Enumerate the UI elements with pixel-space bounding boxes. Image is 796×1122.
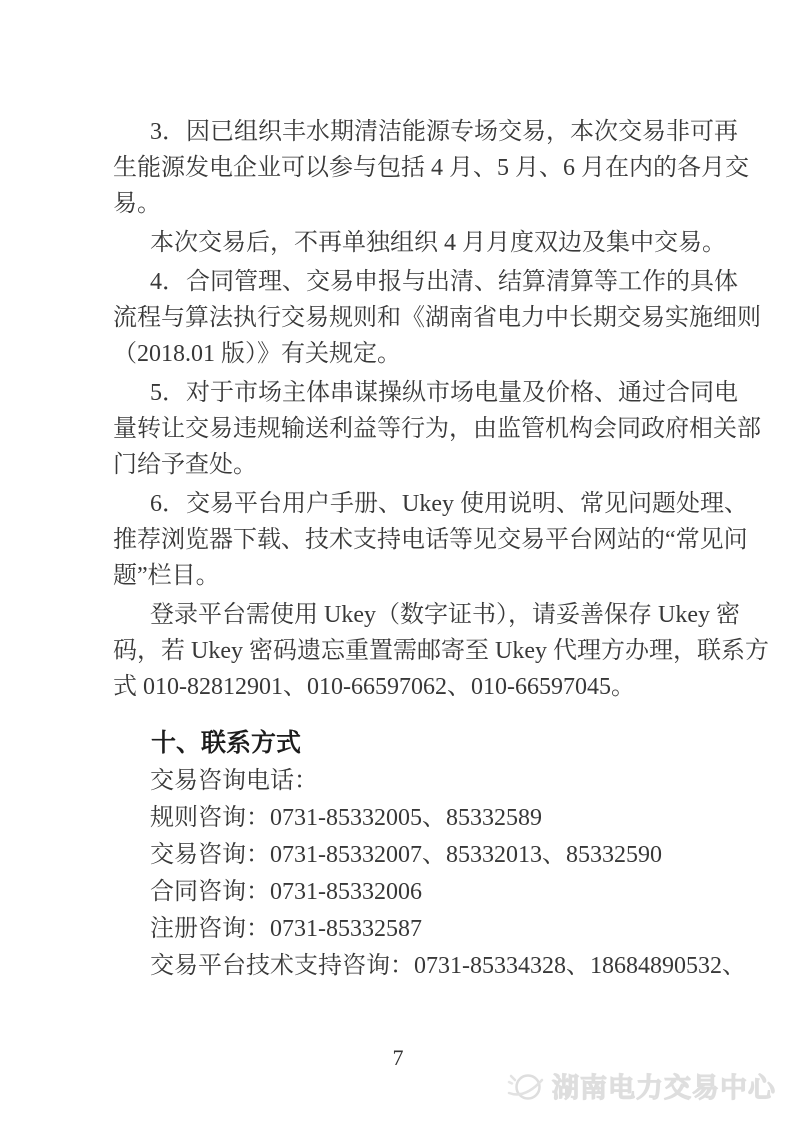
paragraph-line: 推荐浏览器下载、技术支持电话等见交易平台网站的“常见问	[113, 527, 748, 553]
paragraph-line: 本次交易后，不再单独组织 4 月月度双边及集中交易。	[150, 230, 726, 256]
paragraph	[113, 597, 769, 705]
paragraph-line: 量转让交易违规输送利益等行为，由监管机构会同政府相关部	[113, 416, 761, 442]
document-body	[113, 114, 769, 985]
paragraph-line: 4．合同管理、交易申报与出清、结算清算等工作的具体	[150, 269, 738, 295]
paragraph-line: 生能源发电企业可以参与包括 4 月、5 月、6 月在内的各月交	[113, 155, 749, 181]
watermark-text: 湖南电力交易中心	[552, 1073, 776, 1103]
paragraph	[113, 264, 761, 372]
paragraph	[113, 114, 749, 222]
contact-list	[113, 763, 746, 985]
paragraph	[113, 225, 726, 261]
contact-line: 交易平台技术支持咨询：0731-85334328、18684890532、	[150, 953, 746, 979]
paragraph-line: 门给予查处。	[113, 452, 257, 478]
contact-line: 注册咨询：0731-85332587	[150, 916, 422, 942]
paragraph-line: （2018.01 版）》有关规定。	[113, 341, 401, 367]
paragraph-line: 流程与算法执行交易规则和《湖南省电力中长期交易实施细则	[113, 305, 761, 331]
contact-line: 合同咨询：0731-85332006	[150, 879, 422, 905]
page-number: 7	[392, 1045, 404, 1070]
contact-line: 交易咨询：0731-85332007、85332013、85332590	[150, 842, 662, 868]
paragraph-line: 式 010-82812901、010-66597062、010-66597045。	[113, 674, 635, 700]
paragraph-line: 易。	[113, 191, 161, 217]
paragraph-line: 3．因已组织丰水期清洁能源专场交易，本次交易非可再	[150, 119, 738, 145]
paragraph-line: 6．交易平台用户手册、Ukey 使用说明、常见问题处理、	[150, 491, 748, 517]
paragraph-line: 码，若 Ukey 密码遗忘重置需邮寄至 Ukey 代理方办理，联系方	[113, 638, 769, 664]
paragraph	[113, 486, 748, 594]
publisher-watermark	[505, 1066, 776, 1105]
paragraph-line: 5．对于市场主体串谋操纵市场电量及价格、通过合同电	[150, 380, 738, 406]
paragraph	[113, 375, 761, 483]
globe-swoosh-logo-icon	[505, 1067, 545, 1105]
section-heading-contact: 十、联系方式	[151, 729, 302, 757]
paragraph-line: 题”栏目。	[113, 563, 220, 589]
contact-line: 交易咨询电话：	[150, 768, 318, 794]
paragraph-line: 登录平台需使用 Ukey（数字证书），请妥善保存 Ukey 密	[150, 602, 740, 628]
contact-line: 规则咨询：0731-85332005、85332589	[150, 805, 542, 831]
